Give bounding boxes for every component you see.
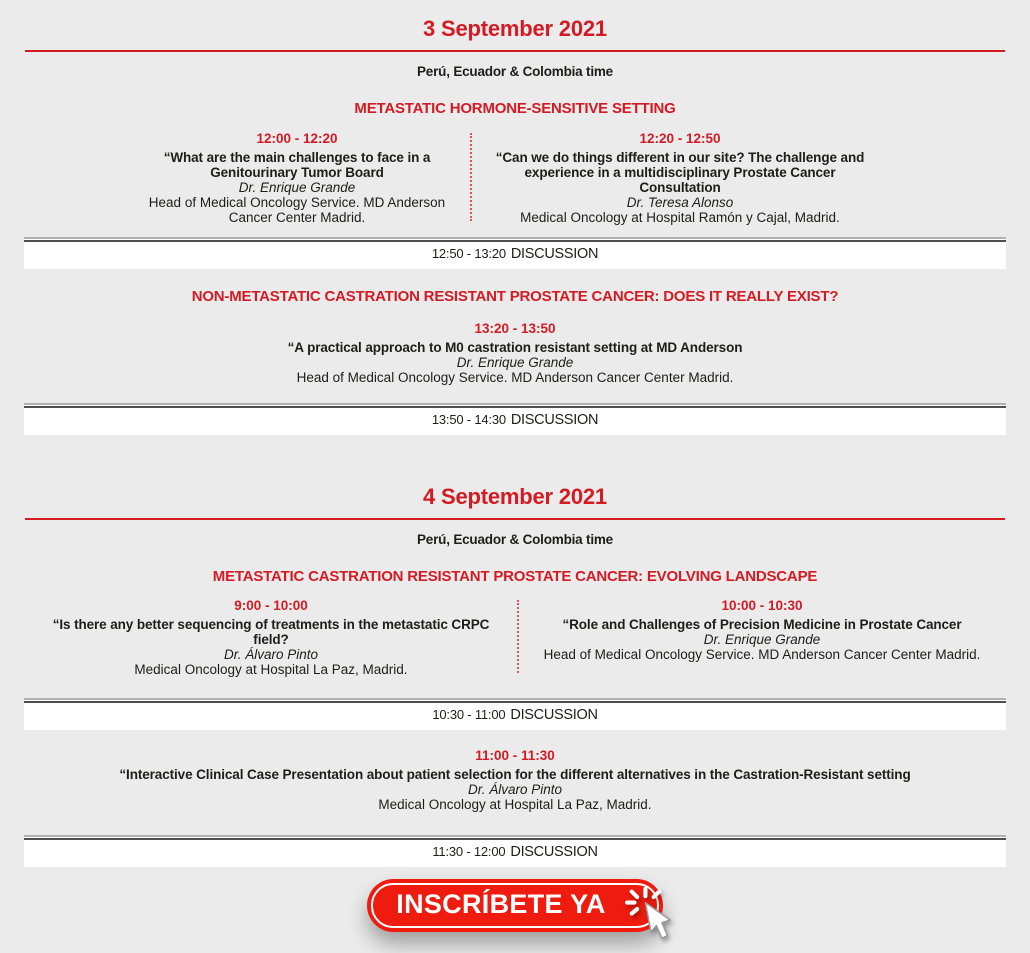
discussion-bar [24, 237, 1006, 269]
session-affiliation: Head of Medical Oncology Service. MD Anderson Cancer Center Madrid. [296, 370, 734, 385]
session-speaker: Dr. Enrique Grande [456, 355, 574, 370]
session-time: 13:20 - 13:50 [474, 321, 556, 336]
discussion-bar [24, 835, 1006, 867]
session-affiliation: Medical Oncology at Hospital La Paz, Madrid. [378, 797, 652, 812]
session-title: “A practical approach to M0 castration resistant setting at MD Anderson [287, 340, 743, 355]
timezone-label: Perú, Ecuador & Colombia time [417, 64, 613, 79]
register-button[interactable] [367, 879, 663, 932]
timezone-label: Perú, Ecuador & Colombia time [417, 532, 613, 547]
session-block [25, 131, 470, 225]
session-block [30, 748, 1000, 812]
discussion-time: 10:30 - 11:00 [432, 707, 506, 722]
discussion-label: DISCUSSION [510, 246, 599, 262]
session-block [472, 131, 1005, 225]
day-section-4-september [0, 435, 1030, 867]
session-speaker: Dr. Enrique Grande [703, 632, 821, 647]
click-cursor-icon [621, 887, 679, 953]
session-time: 11:00 - 11:30 [475, 748, 555, 763]
session-affiliation: Head of Medical Oncology Service. MD Anderson Cancer Center Madrid. [543, 647, 981, 662]
session-time: 10:00 - 10:30 [721, 598, 803, 613]
session-speaker: Dr. Teresa Alonso [626, 195, 734, 210]
discussion-time: 13:50 - 14:30 [431, 412, 506, 427]
day-title: 3 September 2021 [423, 16, 607, 41]
register-button-label: INSCRÍBETE YA [396, 889, 606, 919]
session-speaker: Dr. Enrique Grande [238, 180, 356, 195]
discussion-bar [24, 403, 1006, 435]
session-speaker: Dr. Álvaro Pinto [467, 782, 563, 797]
session-affiliation: Head of Medical Oncology Service. MD Anderson Cancer Center Madrid. [148, 195, 446, 225]
section-header: METASTATIC HORMONE-SENSITIVE SETTING [354, 100, 676, 117]
session-affiliation: Medical Oncology at Hospital La Paz, Madrid. [134, 662, 408, 677]
discussion-time: 12:50 - 13:20 [431, 246, 506, 261]
session-title: “Is there any better sequencing of treatments in the metastatic CRPC field? [52, 617, 490, 647]
session-row [25, 131, 1005, 225]
session-block [30, 321, 1000, 385]
discussion-label: DISCUSSION [510, 707, 598, 723]
session-time: 9:00 - 10:00 [234, 598, 308, 613]
discussion-bar [24, 698, 1006, 730]
session-time: 12:00 - 12:20 [256, 131, 338, 146]
discussion-label: DISCUSSION [510, 844, 598, 860]
discussion-time: 11:30 - 12:00 [432, 844, 506, 859]
day-title: 4 September 2021 [423, 484, 607, 509]
date-underline [25, 50, 1005, 52]
session-title: “Role and Challenges of Precision Medicine in Prostate Cancer [562, 617, 962, 632]
session-time: 12:20 - 12:50 [639, 131, 721, 146]
session-affiliation: Medical Oncology at Hospital Ramón y Cajal, Madrid. [520, 210, 840, 225]
date-underline [25, 518, 1005, 520]
session-block [25, 598, 517, 677]
session-title: “Can we do things different in our site? The challenge and experience in a multidisciplinary Prostate Cancer Consultation [495, 150, 865, 195]
session-title: “Interactive Clinical Case Presentation about patient selection for the different alternatives in the Castration-Resistant setting [119, 767, 911, 782]
session-row [25, 598, 1005, 677]
cta-section [0, 879, 1030, 932]
section-header: METASTATIC CASTRATION RESISTANT PROSTATE CANCER: EVOLVING LANDSCAPE [212, 568, 818, 585]
session-speaker: Dr. Álvaro Pinto [223, 647, 319, 662]
discussion-label: DISCUSSION [510, 412, 599, 428]
day-section-3-september [0, 0, 1030, 435]
section-header: NON-METASTATIC CASTRATION RESISTANT PROSTATE CANCER: DOES IT REALLY EXIST? [191, 288, 839, 305]
session-title: “What are the main challenges to face in a Genitourinary Tumor Board [163, 150, 431, 180]
session-block [519, 598, 1005, 677]
